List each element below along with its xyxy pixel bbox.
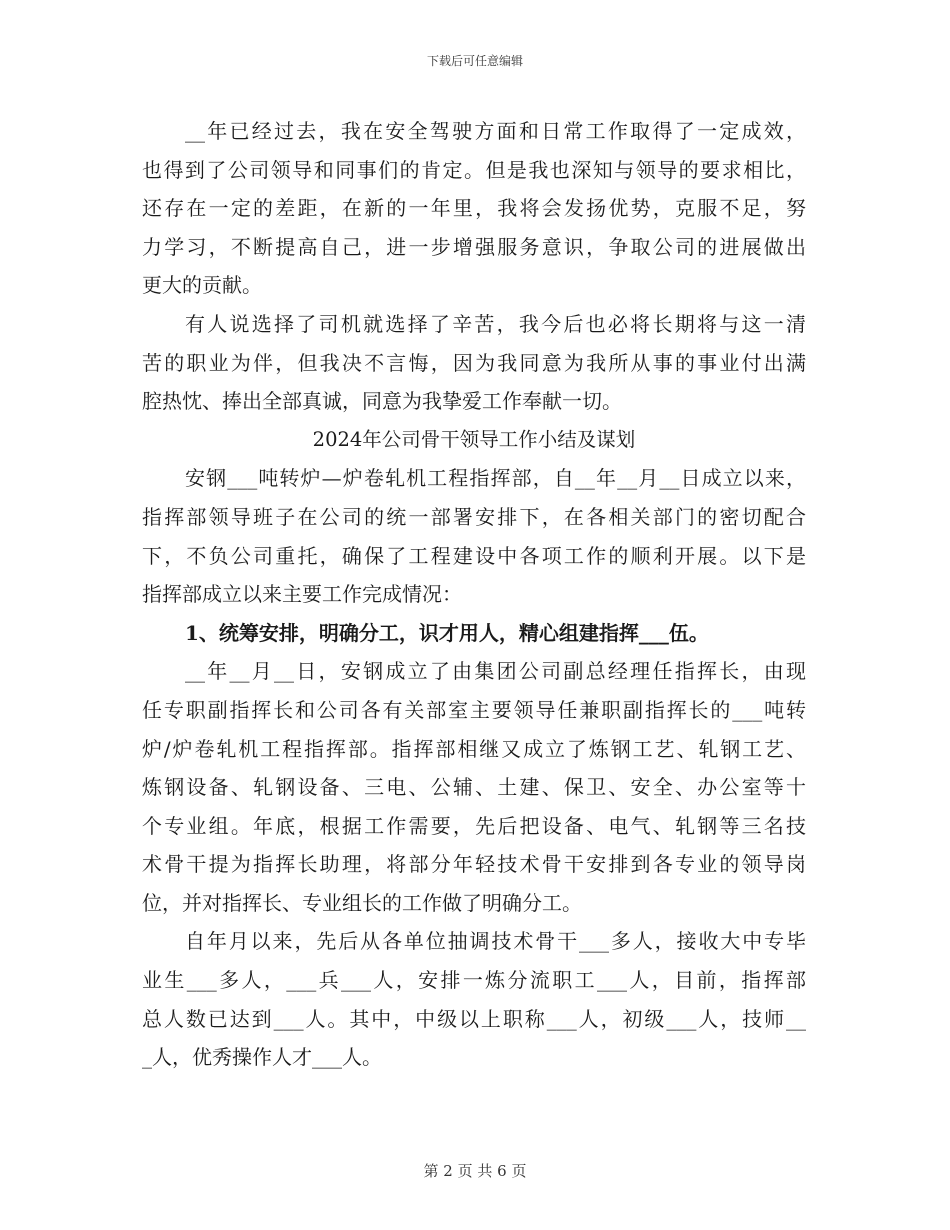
paragraph-line: 自年月以来，先后从各单位抽调技术骨干___多人，接收大中专毕 <box>185 929 806 954</box>
paragraph-line: 指挥部领导班子在公司的统一部署安排下，在各相关部门的密切配合 <box>142 504 806 529</box>
paragraph-line: 还存在一定的差距，在新的一年里，我将会发扬优势，克服不足，努 <box>142 196 806 221</box>
paragraph-line: 更大的贡献。 <box>142 273 262 298</box>
paragraph-line: __年__月__日，安钢成立了由集团公司副总经理任指挥长，由现 <box>185 659 806 684</box>
paragraph-line: 总人数已达到___人。其中，中级以上职称___人，初级___人，技师__ <box>142 1006 806 1031</box>
paragraph-line: 有人说选择了司机就选择了辛苦，我今后也必将长期将与这一清 <box>185 311 806 336</box>
paragraph-line: 炉/炉卷轧机工程指挥部。指挥部相继又成立了炼钢工艺、轧钢工艺、 <box>142 736 806 761</box>
paragraph-line: __年已经过去，我在安全驾驶方面和日常工作取得了一定成效， <box>185 119 806 143</box>
paragraph-line: 力学习，不断提高自己，进一步增强服务意识，争取公司的进展做出 <box>142 234 806 259</box>
paragraph-line: 苦的职业为伴，但我决不言悔，因为我同意为我所从事的事业付出满 <box>142 350 806 375</box>
paragraph-line: 业生___多人，___兵___人，安排一炼分流职工___人，目前，指挥部 <box>142 968 806 993</box>
paragraph-line: _人，优秀操作人才___人。 <box>142 1045 382 1070</box>
section-title: 2024年公司骨干领导工作小结及谋划 <box>312 427 636 451</box>
paragraph-line: 位，并对指挥长、专业组长的工作做了明确分工。 <box>142 890 582 915</box>
page-footer: 第 2 页 共 6 页 <box>423 1162 527 1180</box>
paragraph-line: 术骨干提为指挥长助理，将部分年轻技术骨干安排到各专业的领导岗 <box>142 852 806 877</box>
paragraph-line: 个专业组。年底，根据工作需要，先后把设备、电气、轧钢等三名技 <box>142 813 806 838</box>
paragraph-line: 指挥部成立以来主要工作完成情况： <box>142 582 462 607</box>
paragraph-line: 安钢___吨转炉—炉卷轧机工程指挥部，自__年__月__日成立以来， <box>185 466 806 491</box>
paragraph-line: 炼钢设备、轧钢设备、三电、公辅、土建、保卫、安全、办公室等十 <box>142 775 806 800</box>
subsection-heading: 1、统筹安排，明确分工，识才用人，精心组建指挥___伍。 <box>185 620 709 645</box>
paragraph-line: 任专职副指挥长和公司各有关部室主要领导任兼职副指挥长的___吨转 <box>142 697 806 722</box>
paragraph-line: 也得到了公司领导和同事们的肯定。但是我也深知与领导的要求相比， <box>142 157 806 182</box>
paragraph-line: 腔热忱、捧出全部真诚，同意为我挚爱工作奉献一切。 <box>142 389 622 414</box>
document-body <box>142 112 806 1077</box>
paragraph-line: 下，不负公司重托，确保了工程建设中各项工作的顺利开展。以下是 <box>142 543 806 568</box>
page-header: 下载后可任意编辑 <box>426 54 523 68</box>
